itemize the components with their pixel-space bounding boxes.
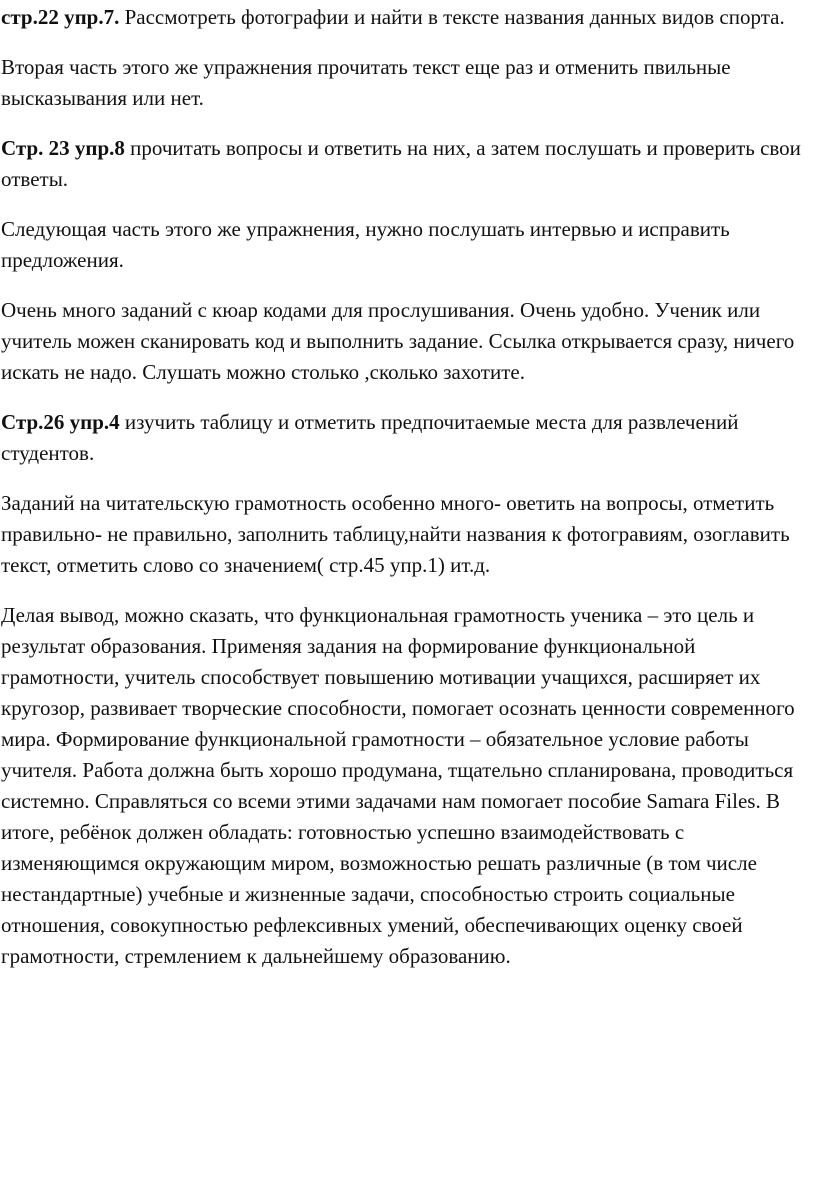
paragraph-text: изучить таблицу и отметить предпочитаемые места для развлечений студентов. (1, 410, 739, 465)
exercise-ref: Стр. 23 упр.8 (1, 136, 125, 160)
exercise-ref: стр.22 упр.7. (1, 5, 120, 29)
paragraph-text: Делая вывод, можно сказать, что функциональная грамотность ученика – это цель и результат образования. Применяя задания на формирование функциональной грамотности, учитель способствует повышению мотивации учащихся, расширяет их кругозор, развивает творческие способности, помогает осознать ценности современного мира. Формирование функциональной грамотности – обязательное условие работы учителя. Работа должна быть хорошо продумана, тщательно спланирована, проводиться системно. Справляться со всеми этими задачами нам помогает пособие Samara Files. В итоге, ребёнок должен обладать: готовностью успешно взаимодействовать с изменяющимся окружающим миром, возможностью решать различные (в том числе нестандартные) учебные и жизненные задачи, способностью строить социальные отношения, совокупностью рефлексивных умений, обеспечивающих оценку своей грамотности, стремлением к дальнейшему образованию. (1, 603, 795, 968)
paragraph-ex8 (1, 133, 812, 195)
paragraph-text: Очень много заданий с кюар кодами для прослушивания. Очень удобно. Ученик или учитель можен сканировать код и выполнить задание. Ссылка открывается сразу, ничего искать не надо. Слушать можно столько ,сколько захотите. (1, 298, 795, 384)
exercise-ref: Стр.26 упр.4 (1, 410, 120, 434)
paragraph-text: Вторая часть этого же упражнения прочитать текст еще раз и отменить пвильные высказывания или нет. (1, 55, 731, 110)
paragraph-reading-literacy (1, 488, 812, 581)
paragraph-text: Рассмотреть фотографии и найти в тексте названия данных видов спорта. (119, 5, 785, 29)
paragraph-ex7 (1, 2, 812, 33)
paragraph-text: прочитать вопросы и ответить на них, а затем послушать и проверить свои ответы. (1, 136, 801, 191)
paragraph-conclusion (1, 600, 812, 972)
paragraph-qr-codes (1, 295, 812, 388)
paragraph-ex8-part2 (1, 214, 812, 276)
paragraph-text: Заданий на читательскую грамотность особенно много- оветить на вопросы, отметить правильно- не правильно, заполнить таблицу,найти названия к фотогравиям, озоглавить текст, отметить слово со значением( стр.45 упр.1) ит.д. (1, 491, 790, 577)
paragraph-text: Следующая часть этого же упражнения, нужно послушать интервью и исправить предложения. (1, 217, 730, 272)
paragraph-ex4 (1, 407, 812, 469)
paragraph-ex7-part2 (1, 52, 812, 114)
